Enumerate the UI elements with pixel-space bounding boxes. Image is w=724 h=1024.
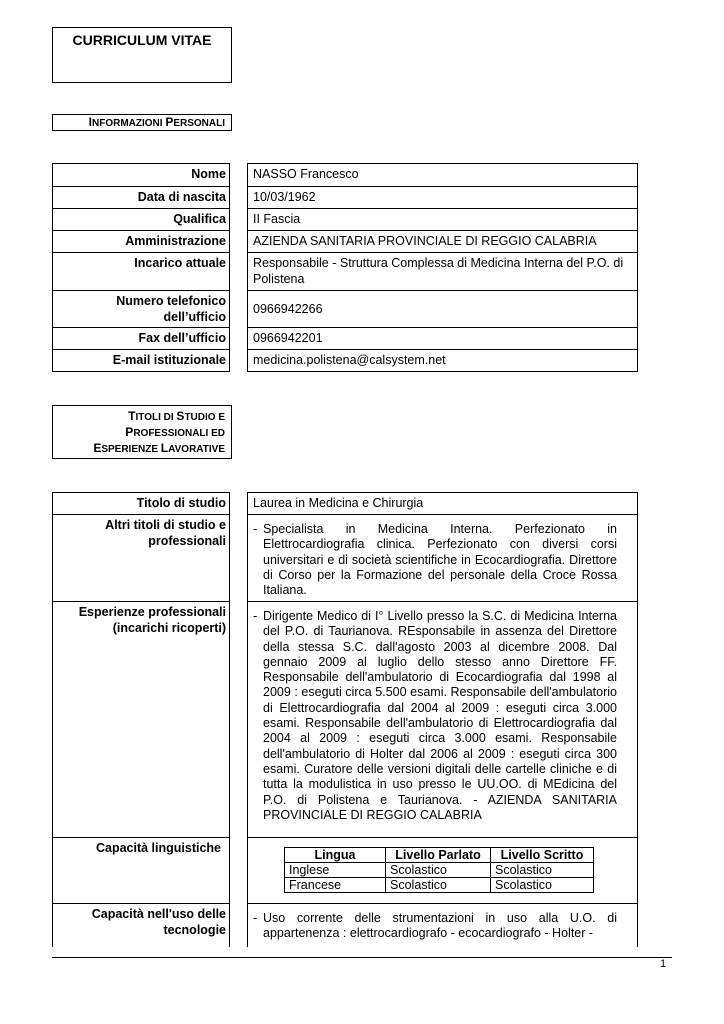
value-nome: NASSO Francesco <box>247 163 638 186</box>
page-number: 1 <box>660 958 667 970</box>
cell-lingua: Inglese <box>285 863 386 878</box>
value-tecnologie-cell <box>247 903 638 947</box>
bullet-dash: - <box>253 608 258 623</box>
cell-parlato: Scolastico <box>386 878 491 893</box>
cell-scritto: Scolastico <box>491 863 594 878</box>
value-amministrazione: AZIENDA SANITARIA PROVINCIALE DI REGGIO CALABRIA <box>247 230 638 252</box>
label-email: E-mail istituzionale <box>52 349 230 372</box>
value-altri-titoli-cell <box>247 514 638 601</box>
label-data-nascita: Data di nascita <box>52 186 230 208</box>
cell-parlato: Scolastico <box>386 863 491 878</box>
section-titles-heading: TITOLI DI STUDIO E PROFESSIONALI ED ESPERIENZE LAVORATIVE <box>52 405 232 459</box>
cv-title-box <box>52 27 232 83</box>
label-nome: Nome <box>52 163 230 186</box>
label-telefono: Numero telefonico dell’ufficio <box>52 290 230 327</box>
value-incarico: Responsabile - Struttura Complessa di Medicina Interna del P.O. di Polistena <box>247 252 638 290</box>
table-header-row <box>285 848 594 863</box>
section-personal-heading: INFORMAZIONI PERSONALI <box>52 114 232 131</box>
col-lingua: Lingua <box>285 848 386 863</box>
value-telefono: 0966942266 <box>247 290 638 327</box>
label-incarico: Incarico attuale <box>52 252 230 290</box>
label-tecnologie: Capacità nell'uso delle tecnologie <box>52 903 230 947</box>
bullet-dash: - <box>253 521 258 536</box>
value-data-nascita: 10/03/1962 <box>247 186 638 208</box>
value-email: medicina.polistena@calsystem.net <box>247 349 638 372</box>
label-amministrazione: Amministrazione <box>52 230 230 252</box>
cell-scritto: Scolastico <box>491 878 594 893</box>
value-esperienze: Dirigente Medico di I° Livello presso la S.C. di Medicina Interna del P.O. di Taurianova. REsponsabile in assenza del Direttore della stessa S.C. dall'agosto 2003 al dicembre 2008. Dal gennaio 2009 al luglio dello stesso anno Direttore FF. Responsabile dell'ambulatorio di Ecocardiografia dal 1998 al 2009 : eseguti circa 5.500 esami. Responsabile dell'ambulatorio di Elettrocardiografia dal 2004 al 2009 : eseguti circa 3.000 esami. Responsabile dell'ambulatorio di Elettrocardiografia dal 2004 al 2009 : eseguti circa 3.000 esami. Responsabile dell'ambulatorio di Holter dal 2006 al 2009 : eseguti circa 300 esami. Curatore delle versioni digitali delle cartelle cliniche e di tutta la modulistica in uso presso le UU.OO. di MEdicina del P.O. di Polistena e Taurianova. - AZIENDA SANITARIA PROVINCIALE DI REGGIO CALABRIA <box>263 609 617 822</box>
bullet-dash: - <box>253 910 258 925</box>
label-capacita-linguistiche: Capacità linguistiche <box>52 837 230 903</box>
label-titolo-studio: Titolo di studio <box>52 492 230 514</box>
value-esperienze-cell <box>247 601 638 837</box>
value-tecnologie: Uso corrente delle strumentazioni in uso alla U.O. di appartenenza : elettrocardiografo - ecocardiografo - Holter - <box>263 911 617 941</box>
label-fax: Fax dell’ufficio <box>52 327 230 349</box>
cv-title: CURRICULUM VITAE <box>72 32 212 48</box>
label-altri-titoli: Altri titoli di studio e professionali <box>52 514 230 601</box>
value-fax: 0966942201 <box>247 327 638 349</box>
value-capacita-linguistiche <box>247 837 638 903</box>
col-livello-parlato: Livello Parlato <box>386 848 491 863</box>
table-row <box>285 878 594 893</box>
label-esperienze: Esperienze professionali (incarichi ricoperti) <box>52 601 230 837</box>
label-qualifica: Qualifica <box>52 208 230 230</box>
footer-divider <box>52 957 672 958</box>
cell-lingua: Francese <box>285 878 386 893</box>
value-altri-titoli: Specialista in Medicina Interna. Perfezionato in Elettrocardiografia clinica. Perfezionato con diversi corsi universitari e di società scientifiche in Ecocardiografia. Direttore di Corso per la Formazione del personale della Croce Rossa Italiana. <box>263 522 617 598</box>
table-row <box>285 863 594 878</box>
languages-table <box>284 847 594 893</box>
value-qualifica: II Fascia <box>247 208 638 230</box>
col-livello-scritto: Livello Scritto <box>491 848 594 863</box>
value-titolo-studio: Laurea in Medicina e Chirurgia <box>247 492 638 514</box>
